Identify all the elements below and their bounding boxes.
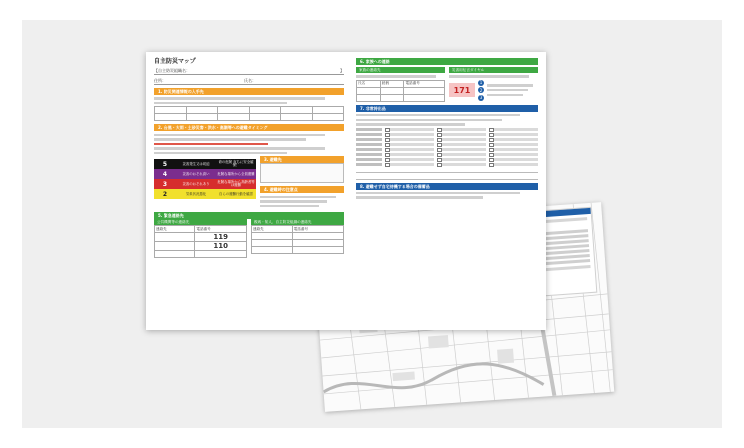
family-contact-section: 6. 家族への連絡 家族の連絡先 氏名 続柄 電話番号 災害用伝言ダイヤル 171 1 2 3: [356, 58, 538, 102]
evacuation-notes-header: 4. 避難時の注意点: [260, 186, 344, 193]
section-header: 7. 非常持出品: [356, 105, 538, 112]
fire-number: 119: [195, 233, 247, 242]
evacuation-site-box: [260, 163, 344, 183]
emergency-kit-section: [356, 105, 538, 180]
disaster-map-document: [146, 52, 546, 330]
relatives-contact-table: 連絡先 電話番号: [251, 225, 344, 254]
right-column: [356, 52, 538, 201]
dial-steps: 1 2 3: [479, 80, 483, 101]
alert-level-chart: 5 災害発生又は切迫 命の危険 直ちに安全確保！ 4 災害のおそれ高い 危険な場所から全員避難 3 災害のおそれあり 危険な場所から高齢者等は避難 2 気象状況悪化 自らの避難行動を確認: [154, 159, 256, 199]
emergency-kit-checklist: [356, 128, 538, 166]
organization-field: 【自主防災組織名： 】: [154, 68, 344, 73]
evacuation-site-header: 3. 避難先: [260, 156, 344, 163]
family-contact-table: 氏名 続柄 電話番号: [356, 80, 445, 102]
section-header: 2. 台風・大雨・土砂災害・洪水・高潮等への避難タイミング: [154, 124, 344, 131]
evacuation-timing-section: [154, 124, 344, 209]
address-name-field: 住所： 氏名：: [154, 77, 344, 85]
public-contact-table: 連絡先 電話番号 119 110: [154, 225, 247, 258]
section-header: 6. 家族への連絡: [356, 58, 538, 65]
message-dial: [449, 80, 538, 101]
police-number: 110: [195, 242, 247, 251]
info-sources-section: [154, 88, 344, 121]
section-header: 8. 避難せず自宅待機する場合の備蓄品: [356, 183, 538, 190]
stockpile-section-front: [356, 183, 538, 199]
dial-number: 171: [449, 83, 475, 97]
info-sources-table: [154, 106, 344, 121]
photo-backdrop: [22, 20, 722, 428]
emergency-contact-section: 5. 緊急連絡先 公共機関等の連絡先 連絡先 電話番号 119 110 親戚・知人、自主防災組織の連絡先 連絡先 電話番号: [154, 212, 344, 258]
left-column: [154, 52, 344, 258]
document-title: 自主防災マップ: [154, 58, 196, 65]
section-header: 1. 防災関連情報の入手先: [154, 88, 344, 95]
section-header: 5. 緊急連絡先: [154, 212, 344, 219]
